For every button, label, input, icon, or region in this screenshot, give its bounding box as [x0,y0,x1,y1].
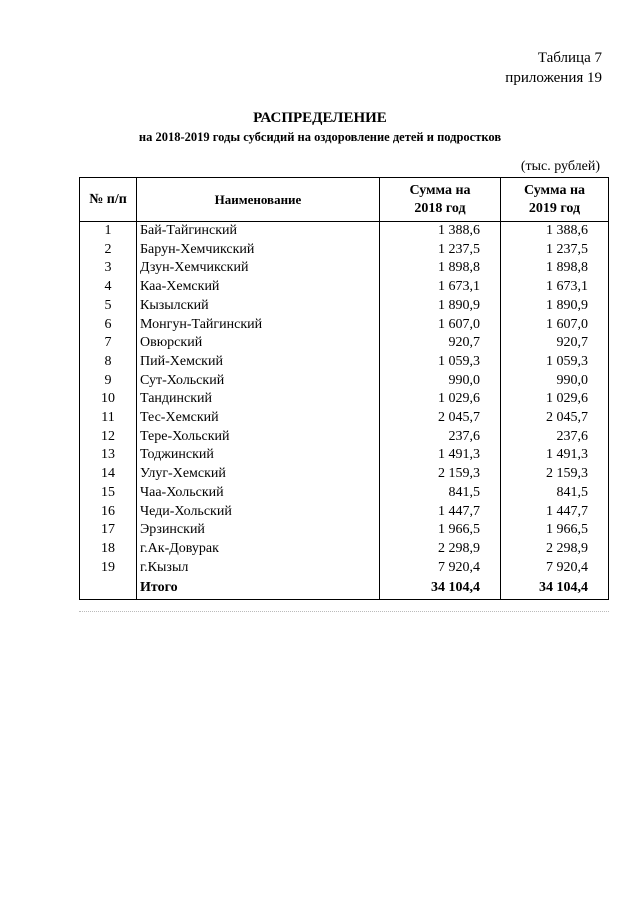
total-sum-2019: 34 104,4 [501,577,609,600]
row-sum-2018: 2 159,3 [380,465,501,484]
row-number: 16 [80,503,137,522]
row-name: Тандинский [137,390,380,409]
row-name: Барун-Хемчикский [137,241,380,260]
table-row [80,259,609,278]
row-number: 15 [80,484,137,503]
row-name: Монгун-Тайгинский [137,316,380,335]
row-number: 17 [80,521,137,540]
row-sum-2018: 1 447,7 [380,503,501,522]
title-block [0,108,640,146]
row-number: 9 [80,372,137,391]
row-sum-2019: 2 298,9 [501,540,609,559]
table-row [80,316,609,335]
row-number: 2 [80,241,137,260]
row-sum-2018: 920,7 [380,334,501,353]
header-sum-2018-line2: 2018 год [414,200,466,216]
header-sum-2019-line2: 2019 год [528,200,581,216]
row-sum-2019: 1 966,5 [501,521,609,540]
appendix-number: приложения 19 [505,70,602,86]
table-row [80,390,609,409]
row-name: Тоджинский [137,446,380,465]
row-sum-2019: 1 388,6 [501,222,609,241]
row-number: 10 [80,390,137,409]
header-sum-2018 [380,178,501,222]
row-name: Чаа-Хольский [137,484,380,503]
table-row [80,241,609,260]
row-sum-2018: 1 673,1 [380,278,501,297]
row-sum-2019: 1 491,3 [501,446,609,465]
table-row [80,540,609,559]
row-sum-2019: 2 159,3 [501,465,609,484]
row-name: Чеди-Хольский [137,503,380,522]
total-label: Итого [137,577,380,600]
total-row [80,577,609,600]
header-sum-2019-line1: Сумма на [523,182,586,198]
row-sum-2018: 1 898,8 [380,259,501,278]
row-name: г.Ак-Довурак [137,540,380,559]
table-header [80,178,609,222]
row-name: Дзун-Хемчикский [137,259,380,278]
row-sum-2018: 2 298,9 [380,540,501,559]
row-number: 5 [80,297,137,316]
row-sum-2018: 1 237,5 [380,241,501,260]
table-row [80,484,609,503]
row-sum-2018: 7 920,4 [380,559,501,578]
row-sum-2019: 1 890,9 [501,297,609,316]
row-number: 3 [80,259,137,278]
table-row [80,334,609,353]
row-sum-2018: 1 388,6 [380,222,501,241]
row-number: 6 [80,316,137,335]
row-number: 1 [80,222,137,241]
row-number: 11 [80,409,137,428]
row-name: г.Кызыл [137,559,380,578]
row-number: 14 [80,465,137,484]
header-name: Наименование [137,178,380,222]
table-row [80,222,609,241]
row-name: Эрзинский [137,521,380,540]
row-name: Тере-Хольский [137,428,380,447]
table-row [80,503,609,522]
table-row [80,446,609,465]
row-name: Каа-Хемский [137,278,380,297]
total-number [80,577,137,600]
table-row [80,372,609,391]
total-sum-2018: 34 104,4 [380,577,501,600]
table-row [80,353,609,372]
row-name: Кызылский [137,297,380,316]
row-sum-2019: 1 898,8 [501,259,609,278]
row-sum-2018: 1 059,3 [380,353,501,372]
table-number: Таблица 7 [537,50,602,66]
row-number: 7 [80,334,137,353]
row-name: Сут-Хольский [137,372,380,391]
row-sum-2019: 1 029,6 [501,390,609,409]
table-row [80,428,609,447]
row-sum-2019: 841,5 [501,484,609,503]
row-sum-2019: 1 607,0 [501,316,609,335]
row-sum-2018: 1 491,3 [380,446,501,465]
row-name: Бай-Тайгинский [137,222,380,241]
row-name: Тес-Хемский [137,409,380,428]
table-body [80,222,609,600]
row-number: 4 [80,278,137,297]
row-name: Овюрский [137,334,380,353]
row-sum-2018: 1 966,5 [380,521,501,540]
row-sum-2018: 237,6 [380,428,501,447]
table-row [80,559,609,578]
row-sum-2018: 1 607,0 [380,316,501,335]
document-title: РАСПРЕДЕЛЕНИЕ [253,110,387,126]
units-label: (тыс. рублей) [520,159,600,174]
header-number: № п/п [80,178,137,222]
row-number: 8 [80,353,137,372]
row-sum-2019: 1 237,5 [501,241,609,260]
row-name: Улуг-Хемский [137,465,380,484]
row-sum-2018: 841,5 [380,484,501,503]
table-row [80,297,609,316]
table-row [80,465,609,484]
row-sum-2019: 7 920,4 [501,559,609,578]
row-name: Пий-Хемский [137,353,380,372]
row-sum-2019: 1 447,7 [501,503,609,522]
row-sum-2018: 990,0 [380,372,501,391]
header-row [80,178,609,222]
header-sum-2019 [501,178,609,222]
row-sum-2019: 1 059,3 [501,353,609,372]
row-sum-2019: 1 673,1 [501,278,609,297]
scan-artifact-line [79,611,609,613]
row-sum-2018: 2 045,7 [380,409,501,428]
table-row [80,278,609,297]
row-sum-2019: 2 045,7 [501,409,609,428]
appendix-reference [505,48,602,88]
header-sum-2018-line1: Сумма на [409,182,471,198]
distribution-table [79,177,609,600]
table-row [80,409,609,428]
row-sum-2019: 920,7 [501,334,609,353]
row-number: 19 [80,559,137,578]
row-sum-2018: 1 890,9 [380,297,501,316]
row-number: 18 [80,540,137,559]
table-row [80,521,609,540]
row-sum-2018: 1 029,6 [380,390,501,409]
row-number: 12 [80,428,137,447]
row-number: 13 [80,446,137,465]
document-subtitle: на 2018-2019 годы субсидий на оздоровление детей и подростков [138,130,502,144]
row-sum-2019: 990,0 [501,372,609,391]
row-sum-2019: 237,6 [501,428,609,447]
